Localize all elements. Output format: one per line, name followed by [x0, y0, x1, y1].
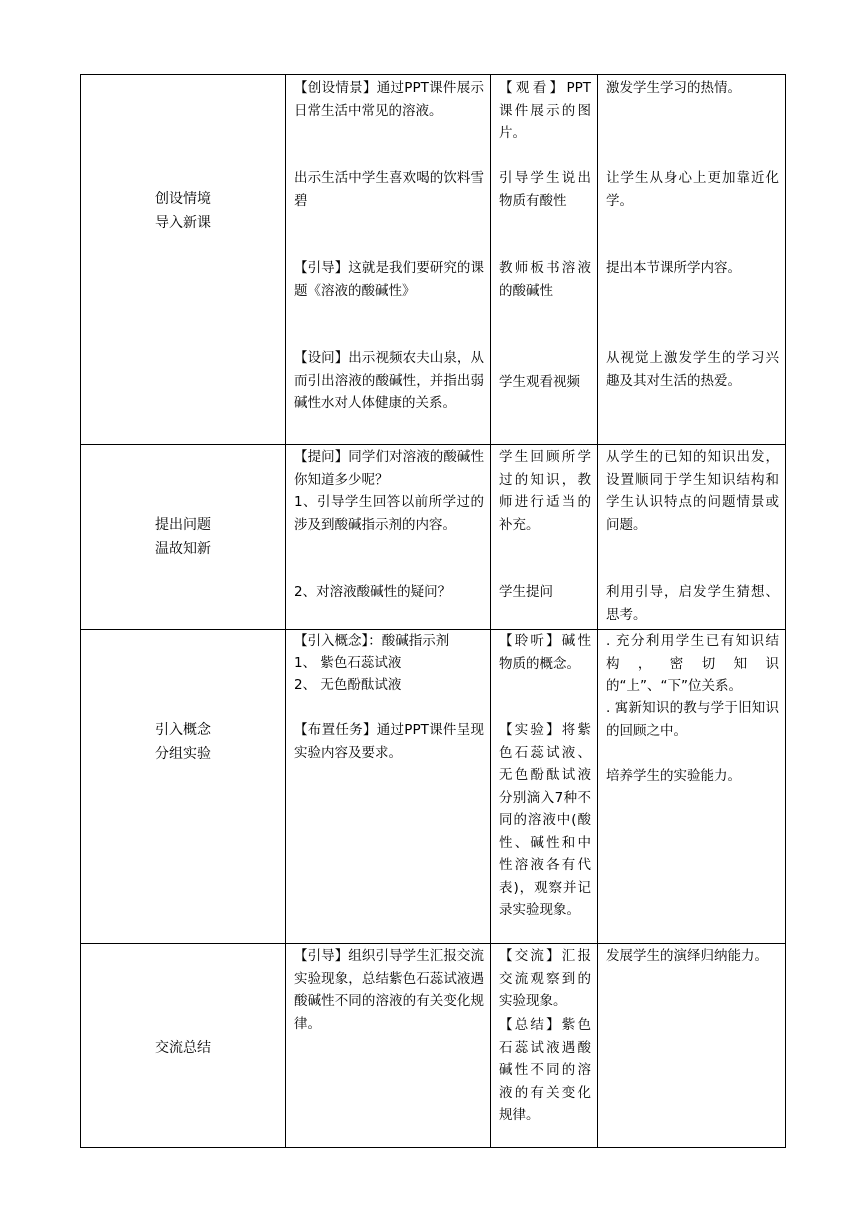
stage-line: 创设情境: [155, 191, 211, 207]
lesson-plan-table: [80, 74, 786, 1148]
stage-cell: [81, 75, 286, 445]
student-activity-cell: [491, 630, 598, 944]
teacher-text: 【引导】组织引导学生汇报交流实验现象，总结紫色石蕊试液遇酸碱性不同的溶液的有关变化规律。: [294, 948, 484, 1032]
stage-line: 分组实验: [155, 746, 211, 762]
intent-text: 激发学生学习的热情。: [606, 80, 741, 96]
stage-line: 交流总结: [155, 1040, 211, 1056]
teacher-text: 1、引导学生回答以前所学过的涉及到酸碱指示剂的内容。: [294, 494, 484, 533]
intent-text: 利用引导，启发学生猜想、思考。: [606, 584, 779, 623]
teacher-text: 出示生活中学生喜欢喝的饮料雪碧: [294, 170, 484, 209]
teacher-text: 【引入概念】：酸碱指示剂: [294, 633, 450, 649]
teacher-text: 【设问】出示视频农夫山泉，从而引出溶液的酸碱性，并指出弱碱性水对人体健康的关系。: [294, 350, 484, 411]
teacher-activity-cell: [286, 75, 491, 445]
teacher-text: 【布置任务】通过PPT课件呈现实验内容及要求。: [294, 722, 484, 761]
stage-label: [81, 513, 285, 561]
student-text: 【实验】将紫色石蕊试液、无色酚酞试液分别滴入7种不同的溶液中(酸性、碱性和中性溶液各有代表)，观察并记录实验现象。: [499, 722, 591, 918]
intent-text: . 寓新知识的教与学于旧知识的回顾之中。: [606, 700, 779, 739]
design-intent-cell: [598, 445, 786, 630]
intent-text: 让学生从身心上更加靠近化学。: [606, 170, 779, 209]
stage-label: [81, 187, 285, 235]
table-row: [81, 944, 786, 1148]
intent-text: . 充分利用学生已有知识结构，密切知识的“上”、“下”位关系。: [606, 633, 779, 694]
teacher-activity-cell: [286, 944, 491, 1148]
table-row: [81, 445, 786, 630]
student-text: 引导学生说出物质有酸性: [499, 170, 591, 209]
intent-text: 发展学生的演绎归纳能力。: [606, 948, 768, 964]
student-text: 教师板书溶液的酸碱性: [499, 260, 591, 299]
table-row: [81, 75, 786, 445]
teacher-text: 【引导】这就是我们要研究的课题《溶液的酸碱性》: [294, 260, 484, 299]
teacher-text: 【创设情景】通过PPT课件展示日常生活中常见的溶液。: [294, 80, 484, 119]
stage-cell: [81, 944, 286, 1148]
stage-line: 引入概念: [155, 722, 211, 738]
teacher-activity-cell: [286, 630, 491, 944]
stage-label: [81, 1036, 285, 1060]
intent-text: 从学生的已知的知识出发，设置顺同于学生知识结构和学生认识特点的问题情景或问题。: [606, 449, 779, 533]
intent-text: 培养学生的实验能力。: [606, 768, 741, 784]
design-intent-cell: [598, 630, 786, 944]
stage-line: 导入新课: [155, 215, 211, 231]
student-text: 学生回顾所学过的知识，教师进行适当的补充。: [499, 449, 591, 533]
student-activity-cell: [491, 944, 598, 1148]
teacher-text: 2、 无色酚酞试液: [294, 677, 402, 693]
student-activity-cell: [491, 445, 598, 630]
student-text: 【观看】PPT课件展示的图片。: [499, 80, 591, 141]
stage-line: 温故知新: [155, 541, 211, 557]
student-text: 学生观看视频: [499, 374, 580, 390]
table-row: [81, 630, 786, 944]
teacher-text: 2、对溶液酸碱性的疑问？: [294, 584, 452, 600]
stage-cell: [81, 445, 286, 630]
student-text: 【交流】汇报交流观察到的实验现象。: [499, 948, 591, 1009]
design-intent-cell: [598, 75, 786, 445]
student-activity-cell: [491, 75, 598, 445]
student-text: 【总结】紫色石蕊试液遇酸碱性不同的溶液的有关变化规律。: [499, 1017, 591, 1123]
teacher-text: 【提问】同学们对溶液的酸碱性你知道多少呢？: [294, 449, 484, 488]
teacher-text: 1、 紫色石蕊试液: [294, 655, 402, 671]
stage-line: 提出问题: [155, 517, 211, 533]
teacher-activity-cell: [286, 445, 491, 630]
intent-text: 提出本节课所学内容。: [606, 260, 741, 276]
stage-cell: [81, 630, 286, 944]
intent-text: 从视觉上激发学生的学习兴趣及其对生活的热爱。: [606, 350, 779, 389]
stage-label: [81, 718, 285, 766]
design-intent-cell: [598, 944, 786, 1148]
student-text: 学生提问: [499, 584, 553, 600]
student-text: 【聆听】碱性物质的概念。: [499, 633, 591, 672]
